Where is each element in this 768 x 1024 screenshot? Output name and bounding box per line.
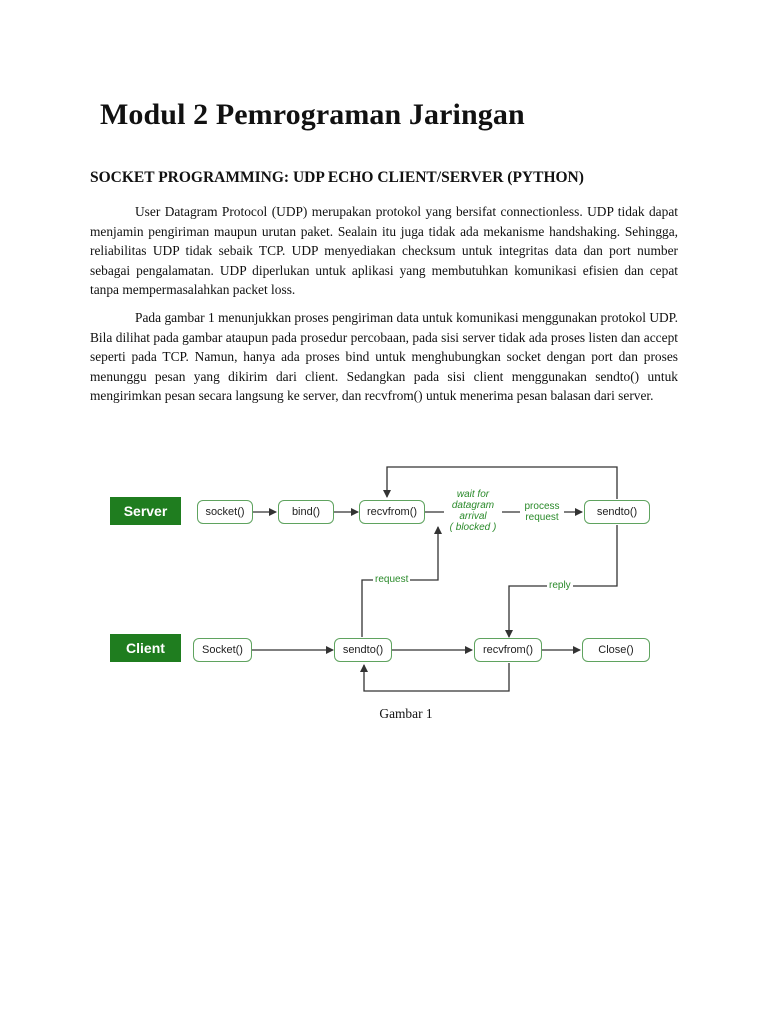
udp-flow-diagram bbox=[100, 455, 670, 700]
server-socket-box: socket() bbox=[197, 500, 253, 524]
wait-label-line-2: datagram bbox=[451, 500, 495, 511]
client-role-box: Client bbox=[110, 634, 181, 662]
paragraph-figure-explanation: Pada gambar 1 menunjukkan proses pengiriman data untuk komunikasi menggunakan protokol UDP. Bila dilihat pada gambar ataupun pada prosedur percobaan, pada sisi server tidak ada proses listen dan accept seperti pada TCP. Namun, hanya ada proses bind untuk menghubungkan socket dengan port dan proses menunggu pesan yang dikirim dari client. Sedangkan pada sisi client menggunakan sendto() untuk mengirimkan pesan secara langsung ke server, dan recvfrom() untuk menerima pesan balasan dari server. bbox=[90, 310, 678, 404]
paragraph-udp-intro: User Datagram Protocol (UDP) merupakan protokol yang bersifat connectionless. UDP tidak dapat menjamin pengiriman maupun urutan paket. Sealain itu juga tidak ada mekanisme handshaking. Sehingga, reliabilitas UDP tidak sebaik TCP. UDP menyediakan checksum untuk integritas data dan port number sebagai pengalamatan. UDP diperlukan untuk aplikasi yang membutuhkan komunikasi efisien dan cepat tanpa mempermasalahkan packet loss. bbox=[90, 204, 678, 298]
server-sendto-box: sendto() bbox=[584, 500, 650, 524]
server-bind-box: bind() bbox=[278, 500, 334, 524]
server-recvfrom-box: recvfrom() bbox=[359, 500, 425, 524]
client-recvfrom-box: recvfrom() bbox=[474, 638, 542, 662]
section-heading: SOCKET PROGRAMMING: UDP ECHO CLIENT/SERVER (PYTHON) bbox=[90, 169, 584, 186]
client-socket-box: Socket() bbox=[193, 638, 252, 662]
arrow-server-loop bbox=[387, 467, 617, 499]
client-sendto-box: sendto() bbox=[334, 638, 392, 662]
request-label: request bbox=[375, 574, 409, 585]
process-label-line-2: request bbox=[525, 512, 559, 523]
wait-label-line-4: ( blocked ) bbox=[449, 522, 497, 533]
process-label-line-1: process bbox=[524, 501, 560, 512]
reply-label: reply bbox=[549, 580, 571, 591]
wait-for-datagram-label bbox=[444, 489, 502, 533]
figure-caption: Gambar 1 bbox=[379, 706, 433, 721]
process-request-label bbox=[520, 501, 564, 523]
page-title: Modul 2 Pemrograman Jaringan bbox=[100, 98, 525, 131]
server-role-box: Server bbox=[110, 497, 181, 525]
client-close-box: Close() bbox=[582, 638, 650, 662]
wait-label-line-1: wait for bbox=[456, 489, 490, 500]
arrow-client-loop bbox=[364, 663, 509, 691]
wait-label-line-3: arrival bbox=[459, 511, 487, 522]
